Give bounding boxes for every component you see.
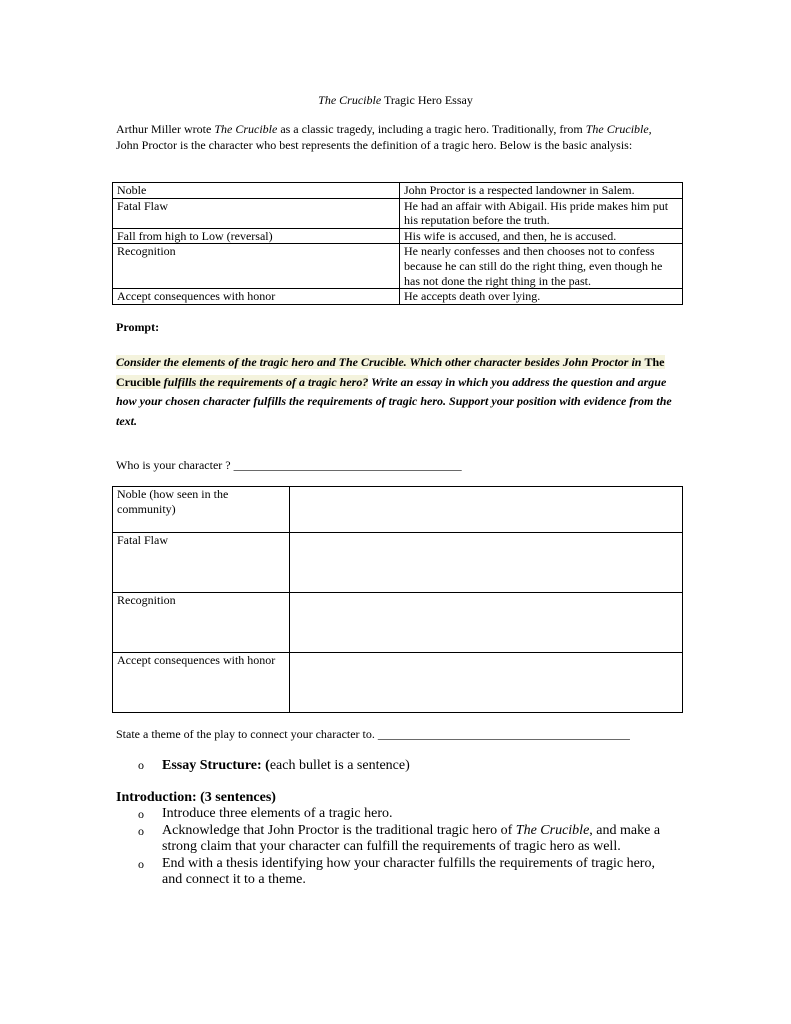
introduction-list xyxy=(138,806,678,889)
element-cell: Noble xyxy=(113,183,400,199)
list-item-text: End with a thesis identifying how your character fulfills the requirements of tragic hero, and connect it to a theme. xyxy=(162,855,655,887)
table-row xyxy=(113,533,683,593)
example-cell: He nearly confesses and then chooses not to confess because he can still do the right thing, even though he has not done the right thing in the past. xyxy=(400,244,683,289)
list-item-text: Acknowledge that John Proctor is the traditional tragic hero of xyxy=(162,822,516,838)
list-item xyxy=(138,806,678,823)
hollow-bullet-icon: o xyxy=(138,856,144,871)
character-table xyxy=(112,486,683,713)
hollow-bullet-icon: o xyxy=(138,807,144,821)
intro-text-3: John Proctor is the character who best represents the definition of a tragic hero. Below is the basic analysis: xyxy=(116,137,633,152)
intro-title-1: The Crucible xyxy=(214,122,278,136)
character-answer-blank[interactable]: ______________________________________ xyxy=(233,458,462,472)
prompt-part-a: Consider the elements of the tragic hero and The Crucible. Which other character besides John Proctor in xyxy=(116,355,645,369)
character-question xyxy=(116,458,462,473)
answer-cell[interactable] xyxy=(290,533,683,593)
prompt-part-b: The Crucible xyxy=(116,355,665,389)
element-cell: Recognition xyxy=(113,244,400,289)
intro-title-2: The Crucible, xyxy=(585,122,652,136)
intro-text-2: as a classic tragedy, including a tragic hero. Traditionally, from xyxy=(277,122,586,136)
essay-structure-line xyxy=(138,758,410,774)
element-cell: Fall from high to Low (reversal) xyxy=(113,228,400,244)
theme-answer-blank[interactable]: __________________________________________ xyxy=(377,727,630,741)
list-item xyxy=(138,823,678,856)
theme-question xyxy=(116,727,630,742)
element-cell: Accept consequences with honor xyxy=(113,653,290,713)
essay-structure-label: Essay Structure: ( xyxy=(162,758,270,773)
list-item-text-end: , and make a strong claim that your character can fulfill the requirements of tragic hero as well. xyxy=(162,822,661,854)
element-cell: Fatal Flaw xyxy=(113,198,400,228)
table-row xyxy=(113,653,683,713)
example-cell: John Proctor is a respected landowner in Salem. xyxy=(400,183,683,199)
list-item xyxy=(138,856,678,889)
hollow-bullet-icon: o xyxy=(138,823,144,838)
page-title xyxy=(0,93,791,108)
title-italic: The Crucible xyxy=(318,93,382,107)
table-row xyxy=(113,487,683,533)
title-rest: Tragic Hero Essay xyxy=(381,93,473,107)
table-row xyxy=(113,289,683,305)
prompt-text xyxy=(116,353,686,431)
prompt-label: Prompt: xyxy=(116,320,160,334)
table-row xyxy=(113,198,683,228)
analysis-table xyxy=(112,182,683,305)
character-question-label: Who is your character ? xyxy=(116,458,234,472)
prompt-part-c: fulfills the requirements of a tragic hero? xyxy=(160,374,369,389)
example-cell: His wife is accused, and then, he is accused. xyxy=(400,228,683,244)
list-item-text: Introduce three elements of a tragic hero. xyxy=(162,806,393,821)
intro-text-1: Arthur Miller wrote xyxy=(116,122,215,136)
answer-cell[interactable] xyxy=(290,653,683,713)
essay-structure-note: each bullet is a sentence) xyxy=(269,758,410,773)
element-cell: Recognition xyxy=(113,593,290,653)
table-row xyxy=(113,183,683,199)
example-cell: He had an affair with Abigail. His pride makes him put his reputation before the truth. xyxy=(400,198,683,228)
prompt-part-d: Write an essay in which you address the question and argue how your chosen character fulfills the requirements of tragic hero. Support your position with evidence from the text. xyxy=(116,374,672,428)
table-row xyxy=(113,593,683,653)
introduction-heading: Introduction: (3 sentences) xyxy=(116,790,276,805)
answer-cell[interactable] xyxy=(290,593,683,653)
theme-question-label: State a theme of the play to connect your character to. xyxy=(116,727,378,741)
element-cell: Accept consequences with honor xyxy=(113,289,400,305)
example-cell: He accepts death over lying. xyxy=(400,289,683,305)
table-row xyxy=(113,244,683,289)
list-item-title: The Crucible xyxy=(515,822,590,838)
intro-paragraph xyxy=(116,122,666,153)
table-row xyxy=(113,228,683,244)
hollow-bullet-icon: o xyxy=(138,758,144,772)
element-cell: Fatal Flaw xyxy=(113,533,290,593)
answer-cell[interactable] xyxy=(290,487,683,533)
element-cell: Noble (how seen in the community) xyxy=(113,487,290,533)
